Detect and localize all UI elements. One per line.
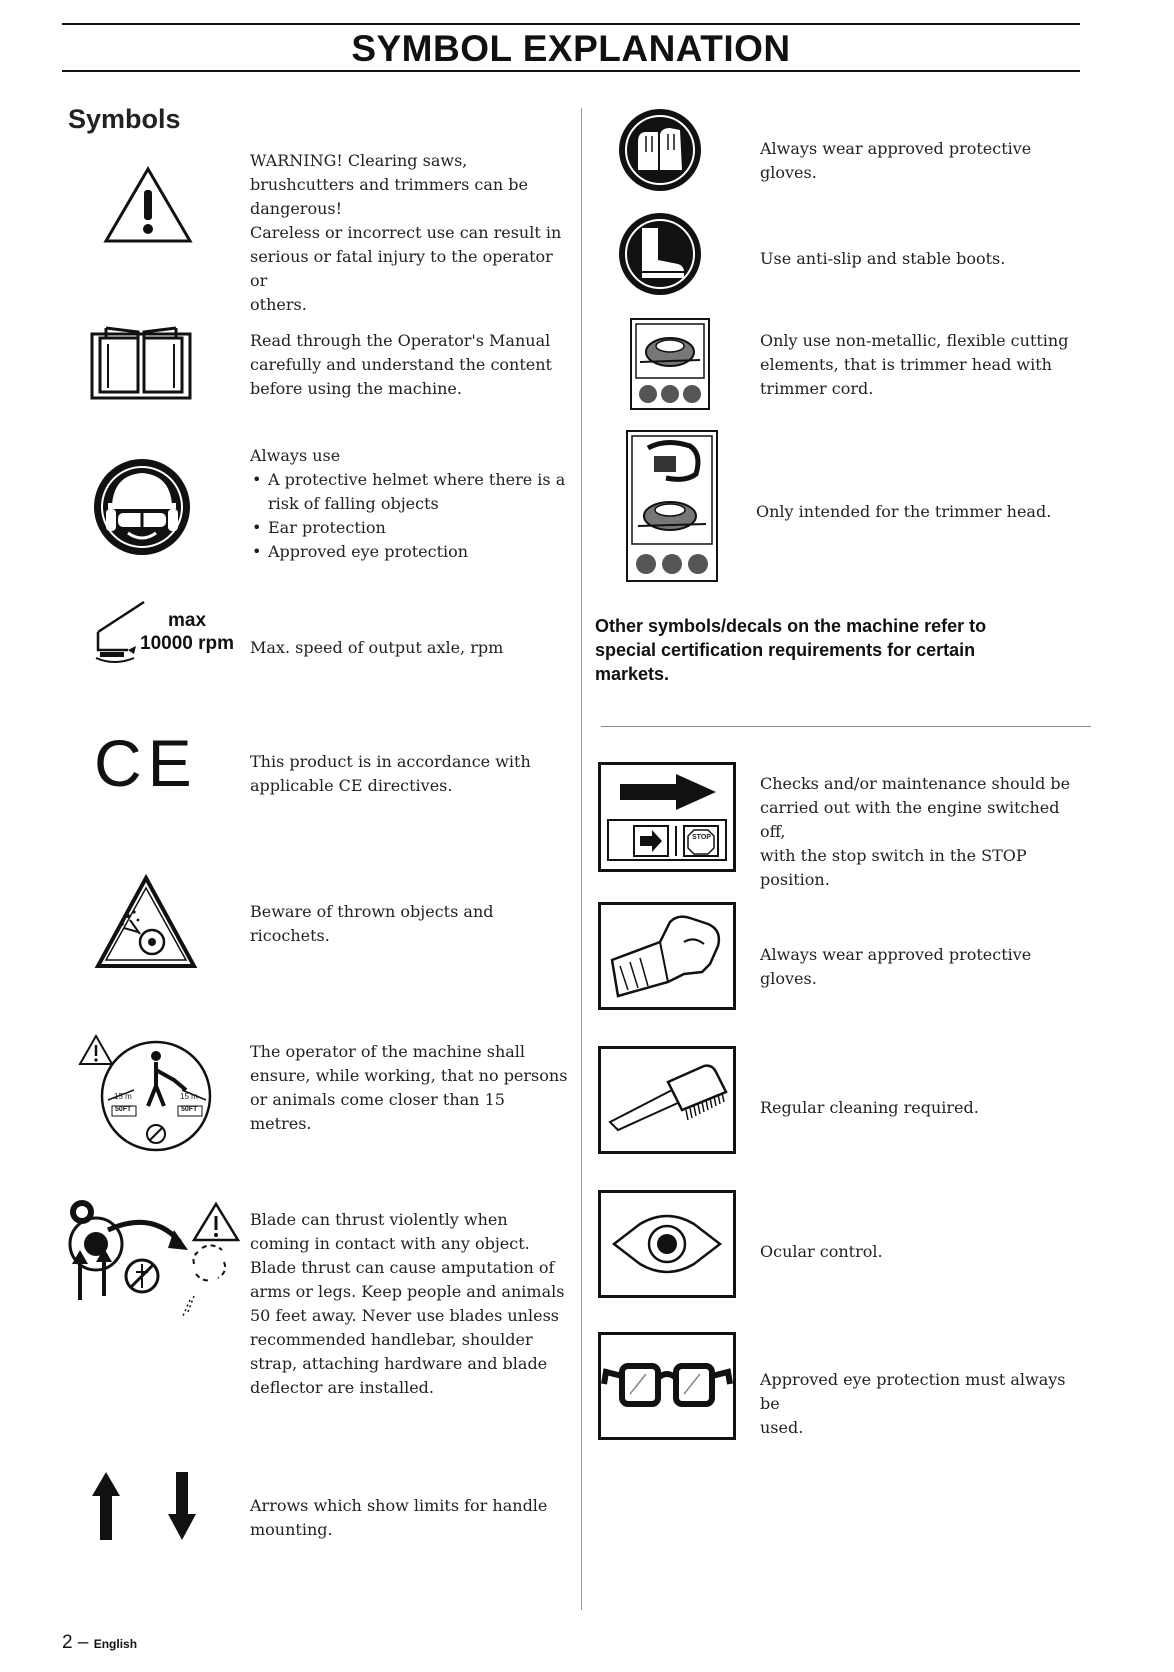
- page-number: 2: [62, 1632, 73, 1653]
- text-line: used.: [760, 1418, 804, 1437]
- safety-goggles-icon: [598, 1332, 736, 1440]
- protective-glove-text: [760, 943, 1090, 991]
- trimmer-cord-decal-icon: [630, 318, 710, 410]
- manual-book-icon: [90, 326, 192, 400]
- text-line: WARNING! Clearing saws,: [250, 151, 468, 170]
- text-line: deflector are installed.: [250, 1378, 434, 1397]
- trimmer-head-text: [756, 500, 1086, 524]
- text-line: others.: [250, 295, 307, 314]
- distance-label-left-ft: 50FT: [115, 1106, 132, 1113]
- cleaning-brush-icon: [598, 1046, 736, 1154]
- text-line: This product is in accordance with: [250, 752, 531, 771]
- text-line: serious or fatal injury to the operator or: [250, 247, 553, 290]
- text-line: applicable CE directives.: [250, 776, 453, 795]
- text-line: ricochets.: [250, 926, 330, 945]
- text-line: Beware of thrown objects and: [250, 902, 494, 921]
- text-line: The operator of the machine shall: [250, 1042, 526, 1061]
- page-title: SYMBOL EXPLANATION: [351, 28, 791, 69]
- trimmer-head-decal-icon: [626, 430, 718, 582]
- text-line: brushcutters and trimmers can be: [250, 175, 528, 194]
- note-line: Other symbols/decals on the machine refer to: [595, 616, 987, 636]
- gloves-round-icon: [618, 108, 702, 192]
- text-line: Approved eye protection must always be: [760, 1370, 1066, 1413]
- protection-list: [250, 468, 570, 564]
- column-divider: [581, 108, 582, 1610]
- trimmer-cord-text: [760, 329, 1090, 401]
- boots-text: [760, 247, 1090, 271]
- section-title: Symbols: [68, 104, 181, 134]
- text-line: position.: [760, 870, 830, 889]
- text-line: Always use: [250, 446, 341, 465]
- text-line: elements, that is trimmer head with: [760, 355, 1052, 374]
- text-line: strap, attaching hardware and blade: [250, 1354, 548, 1373]
- text-line: Regular cleaning required.: [760, 1098, 979, 1117]
- note-line: special certification requirements for certain: [595, 640, 976, 660]
- cleaning-text: [760, 1096, 1090, 1120]
- page-footer: [62, 1632, 137, 1654]
- text-line: Always wear approved protective gloves.: [760, 945, 1032, 988]
- helmet-protection-icon: [92, 457, 192, 557]
- text-line: coming in contact with any object.: [250, 1234, 530, 1253]
- text-line: Only use non-metallic, flexible cutting: [760, 331, 1069, 350]
- distance-label-right-ft: 50FT: [181, 1106, 198, 1113]
- note-line: markets.: [595, 664, 670, 684]
- text-line: before using the machine.: [250, 379, 462, 398]
- note-divider: [601, 726, 1091, 727]
- text-line: Checks and/or maintenance should be: [760, 774, 1071, 793]
- text-line: arms or legs. Keep people and animals: [250, 1282, 565, 1301]
- text-line: Max. speed of output axle, rpm: [250, 638, 504, 657]
- boots-round-icon: [618, 212, 702, 296]
- list-item: • Approved eye protection: [250, 540, 570, 564]
- header-top-rule: [62, 23, 1080, 25]
- warning-triangle-icon: [104, 166, 192, 244]
- ocular-text: [760, 1240, 1090, 1264]
- stop-label: STOP: [692, 834, 711, 841]
- text-line: 50 feet away. Never use blades unless: [250, 1306, 559, 1325]
- text-line: mounting.: [250, 1520, 333, 1539]
- ce-text: [250, 750, 570, 798]
- eye-protection-text: [760, 1368, 1090, 1440]
- footer-separator: –: [72, 1632, 94, 1653]
- footer-language: English: [93, 1637, 138, 1651]
- text-line: carried out with the engine switched off,: [760, 798, 1060, 841]
- max-speed-label-rpm: 10000 rpm: [140, 633, 235, 654]
- text-line: with the stop switch in the STOP: [760, 846, 1027, 865]
- max-speed-label-max: max: [168, 610, 207, 631]
- safety-distance-text: [250, 1040, 570, 1136]
- text-line: Arrows which show limits for handle: [250, 1496, 548, 1515]
- text-line: or animals come closer than 15 metres.: [250, 1090, 505, 1133]
- text-line: Blade thrust can cause amputation of: [250, 1258, 555, 1277]
- text-line: Read through the Operator's Manual: [250, 331, 551, 350]
- text-line: Careless or incorrect use can result in: [250, 223, 562, 242]
- manual-text: [250, 329, 570, 401]
- distance-label-left: 15 m: [114, 1092, 132, 1101]
- ce-mark-icon: CE: [94, 726, 198, 800]
- text-line: Only intended for the trimmer head.: [756, 502, 1052, 521]
- list-item: • A protective helmet where there is a risk of falling objects: [250, 468, 570, 516]
- engine-off-text: [760, 772, 1090, 892]
- handle-limit-arrows-icon: [92, 1470, 198, 1542]
- eye-icon: [598, 1190, 736, 1298]
- text-line: Use anti-slip and stable boots.: [760, 249, 1006, 268]
- protective-glove-icon: [598, 902, 736, 1010]
- distance-label-right: 15 m: [180, 1092, 198, 1101]
- header-bottom-rule: [62, 70, 1080, 72]
- list-item: • Ear protection: [250, 516, 570, 540]
- text-line: dangerous!: [250, 199, 343, 218]
- thrown-objects-text: [250, 900, 570, 948]
- text-line: recommended handlebar, shoulder: [250, 1330, 533, 1349]
- max-speed-text: [250, 636, 570, 660]
- engine-off-stop-icon: [598, 762, 736, 872]
- helmet-text: [250, 444, 570, 564]
- gloves-text: [760, 137, 1090, 185]
- text-line: Ocular control.: [760, 1242, 883, 1261]
- text-line: trimmer cord.: [760, 379, 874, 398]
- text-line: ensure, while working, that no persons: [250, 1066, 568, 1085]
- blade-thrust-icon: [62, 1200, 240, 1330]
- text-line: Always wear approved protective gloves.: [760, 139, 1032, 182]
- handle-limit-text: [250, 1494, 570, 1542]
- text-line: Blade can thrust violently when: [250, 1210, 508, 1229]
- text-line: carefully and understand the content: [250, 355, 552, 374]
- certification-note: [595, 614, 1065, 686]
- warning-text: [250, 149, 570, 317]
- blade-thrust-text: [250, 1208, 570, 1400]
- thrown-objects-icon: [94, 874, 198, 970]
